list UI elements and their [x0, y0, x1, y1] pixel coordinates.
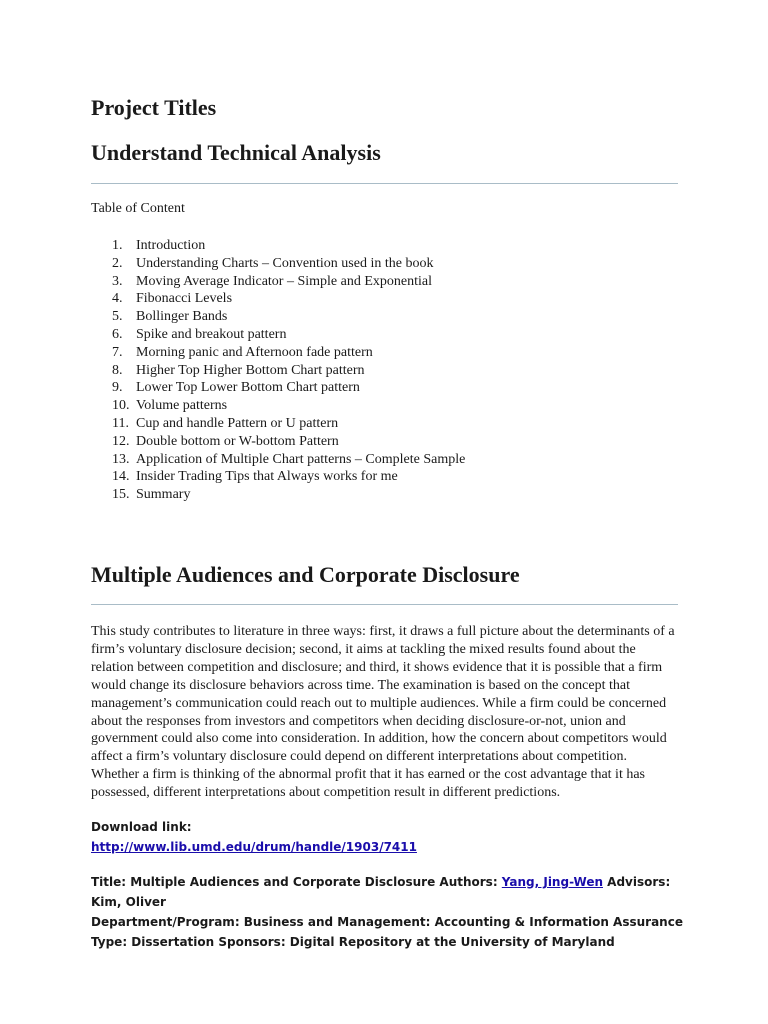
- toc-item: [112, 237, 465, 255]
- toc-item-number: 1.: [112, 238, 123, 253]
- section-divider: [91, 183, 678, 184]
- metadata-title-authors: Title: Multiple Audiences and Corporate Disclosure Authors:: [91, 875, 502, 889]
- page-title: Project Titles: [91, 95, 217, 120]
- toc-item-text: Cup and handle Pattern or U pattern: [136, 415, 339, 431]
- toc-item-number: 6.: [112, 326, 123, 342]
- toc-item-number: 14.: [112, 469, 130, 485]
- toc-item: [112, 273, 465, 291]
- toc-item-text: Summary: [136, 487, 191, 503]
- toc-item-text: Double bottom or W-bottom Pattern: [136, 433, 339, 449]
- toc-item-number: 11.: [112, 415, 129, 431]
- metadata-line-title: [91, 872, 691, 912]
- toc-item: [112, 451, 465, 469]
- toc-item-number: 8.: [112, 362, 123, 378]
- toc-item-text: Higher Top Higher Bottom Chart pattern: [136, 362, 365, 378]
- table-of-contents: [112, 237, 465, 504]
- toc-item-number: 4.: [112, 291, 123, 307]
- toc-item: [112, 308, 465, 326]
- toc-item: [112, 433, 465, 451]
- toc-item-number: 7.: [112, 344, 123, 360]
- toc-item: [112, 397, 465, 415]
- toc-item: [112, 362, 465, 380]
- toc-item-text: Volume patterns: [136, 398, 228, 414]
- author-link[interactable]: Yang, Jing-Wen: [501, 875, 603, 889]
- toc-item: [112, 344, 465, 362]
- toc-item-text: Morning panic and Afternoon fade pattern: [136, 344, 373, 360]
- download-link[interactable]: http://www.lib.umd.edu/drum/handle/1903/7411: [91, 840, 417, 854]
- toc-item-number: 10.: [112, 398, 130, 414]
- dissertation-metadata: [91, 872, 691, 952]
- toc-item-number: 2.: [112, 255, 123, 271]
- toc-item-text: Moving Average Indicator – Simple and Exponential: [136, 273, 433, 289]
- toc-item-number: 9.: [112, 380, 123, 396]
- toc-item-text: Fibonacci Levels: [136, 291, 233, 307]
- toc-item-text: Understanding Charts – Convention used in the book: [136, 255, 434, 271]
- toc-item-text: Lower Top Lower Bottom Chart pattern: [136, 380, 360, 396]
- metadata-line-type: Type: Dissertation Sponsors: Digital Repository at the University of Maryland: [91, 935, 615, 949]
- toc-item-number: 12.: [112, 433, 130, 449]
- toc-item-number: 13.: [112, 451, 130, 467]
- metadata-line-department: Department/Program: Business and Management: Accounting & Information Assurance: [91, 915, 683, 929]
- toc-item-number: 5.: [112, 309, 123, 325]
- toc-item: [112, 326, 465, 344]
- toc-item-number: 15.: [112, 487, 130, 503]
- section-title-technical-analysis: Understand Technical Analysis: [91, 140, 381, 165]
- toc-title: Table of Content: [91, 201, 185, 216]
- metadata-advisors: Advisors: Kim, Oliver: [91, 875, 671, 909]
- toc-item: [112, 290, 465, 308]
- toc-item: [112, 379, 465, 397]
- toc-item: [112, 486, 465, 504]
- abstract-paragraph: This study contributes to literature in three ways: first, it draws a full picture about the determinants of a firm’s voluntary disclosure decision; second, it aims at tackling the mixed results found about the relation between competition and disclosure; and third, it shows evidence that it is possible that a firm would change its disclosure behaviors across time. The examination is based on the concept that management’s communication could reach out to multiple audiences. While a firm could be concerned about the responses from investors and competitors when deciding disclosure-or-not, union and government could also come into consideration. In addition, how the concern about competitors would affect a firm’s voluntary disclosure could depend on different interpretations about competition. Whether a firm is thinking of the abnormal profit that it has earned or the cost advantage that it has possessed, different interpretations about competition result in different predictions.: [91, 624, 675, 801]
- section-title-corporate-disclosure: Multiple Audiences and Corporate Disclosure: [91, 562, 520, 587]
- section-divider: [91, 604, 678, 605]
- toc-item: [112, 415, 465, 433]
- toc-item-text: Bollinger Bands: [136, 309, 228, 325]
- toc-item-text: Introduction: [136, 238, 206, 253]
- toc-item-text: Application of Multiple Chart patterns – Complete Sample: [136, 451, 466, 467]
- download-label: Download link:: [91, 820, 192, 834]
- toc-item-text: Spike and breakout pattern: [136, 326, 287, 342]
- toc-item: [112, 468, 465, 486]
- toc-item-number: 3.: [112, 273, 123, 289]
- toc-item: [112, 255, 465, 273]
- toc-item-text: Insider Trading Tips that Always works for me: [136, 469, 398, 485]
